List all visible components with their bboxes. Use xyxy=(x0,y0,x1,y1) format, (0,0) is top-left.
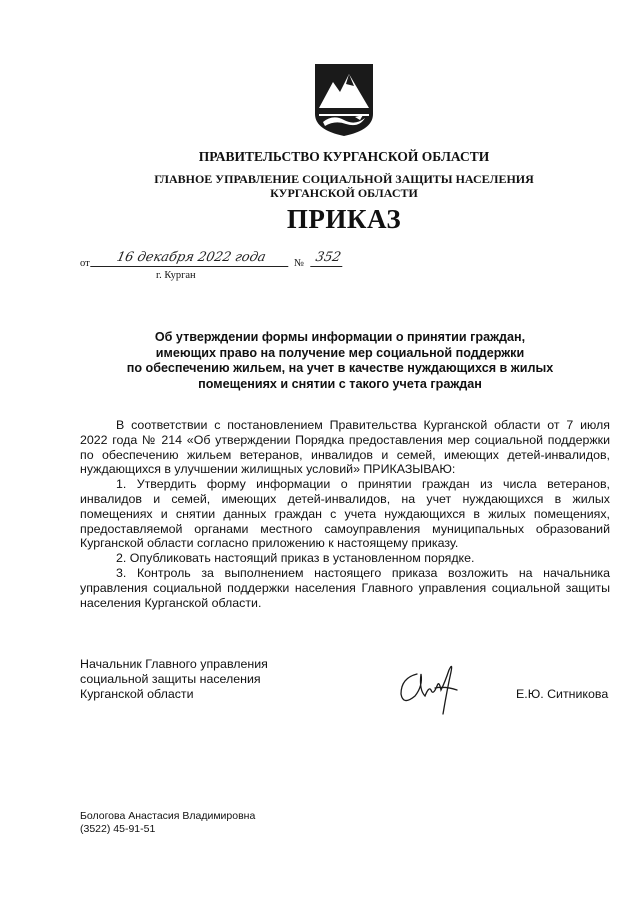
handwritten-number: 352 xyxy=(310,250,346,267)
handwritten-signature xyxy=(395,656,465,718)
org-name-line3: КУРГАНСКОЙ ОБЛАСТИ xyxy=(270,186,418,200)
signer-position-line: Курганской области xyxy=(80,686,194,701)
number-label: № xyxy=(294,258,305,269)
handwritten-date: 16 декабря 2022 года xyxy=(90,250,292,267)
signer-name: Е.Ю. Ситникова xyxy=(516,687,609,701)
body-paragraph: В соответствии с постановлением Правительства Курганской области от 7 июля 2022 года № 214 «Об утверждении Порядка предоставления мер социальной поддержки по обеспечению жильем ветеранов, инвалидов и семей, имеющих детей-инвалидов, нуждающихся в улучшении жилищных условий» ПРИКАЗЫВАЮ: xyxy=(80,418,610,477)
body-paragraph: 2. Опубликовать настоящий приказ в установленном порядке. xyxy=(116,551,475,566)
document-type-heading: ПРИКАЗ xyxy=(286,204,402,234)
title-line: по обеспечению жильем, на учет в качестве нуждающихся в жилых xyxy=(126,361,554,375)
org-name-line2: ГЛАВНОЕ УПРАВЛЕНИЕ СОЦИАЛЬНОЙ ЗАЩИТЫ НАСЕЛЕНИЯ xyxy=(154,172,534,186)
org-name-line1: ПРАВИТЕЛЬСТВО КУРГАНСКОЙ ОБЛАСТИ xyxy=(198,149,490,164)
city-label: г. Курган xyxy=(156,270,196,281)
title-line: Об утверждении формы информации о принятии граждан, xyxy=(154,330,526,344)
date-number-line xyxy=(80,252,380,272)
title-line: помещениях и снятии с такого учета граждан xyxy=(198,376,482,391)
body-paragraph: 1. Утвердить форму информации о принятии граждан из числа ветеранов, инвалидов и семей, имеющих детей-инвалидов, на учет нуждающихся в жилых помещениях и снятии данных граждан с учета нуждающихся в жилых помещениях, предоставляемой органами местного самоуправления муниципальных образований Курганской области согласно приложению к настоящему приказу. xyxy=(80,477,610,551)
signer-position-line: социальной защиты населения xyxy=(80,671,261,686)
signer-position-line: Начальник Главного управления xyxy=(80,657,268,671)
document-body xyxy=(80,418,610,610)
signer-position xyxy=(80,657,268,701)
coat-of-arms-emblem xyxy=(313,62,375,138)
from-label: от xyxy=(80,258,90,269)
body-paragraph: 3. Контроль за выполнением настоящего приказа возложить на начальника управления социальной поддержки населения Главного управления социальной защиты населения Курганской области. xyxy=(80,565,610,610)
contact-name: Бологова Анастасия Владимировна xyxy=(80,810,256,822)
contact-phone: (3522) 45-91-51 xyxy=(80,823,156,835)
title-line: имеющих право на получение мер социальной поддержки xyxy=(155,345,525,360)
contact-block xyxy=(80,810,255,836)
document-title xyxy=(100,330,580,392)
